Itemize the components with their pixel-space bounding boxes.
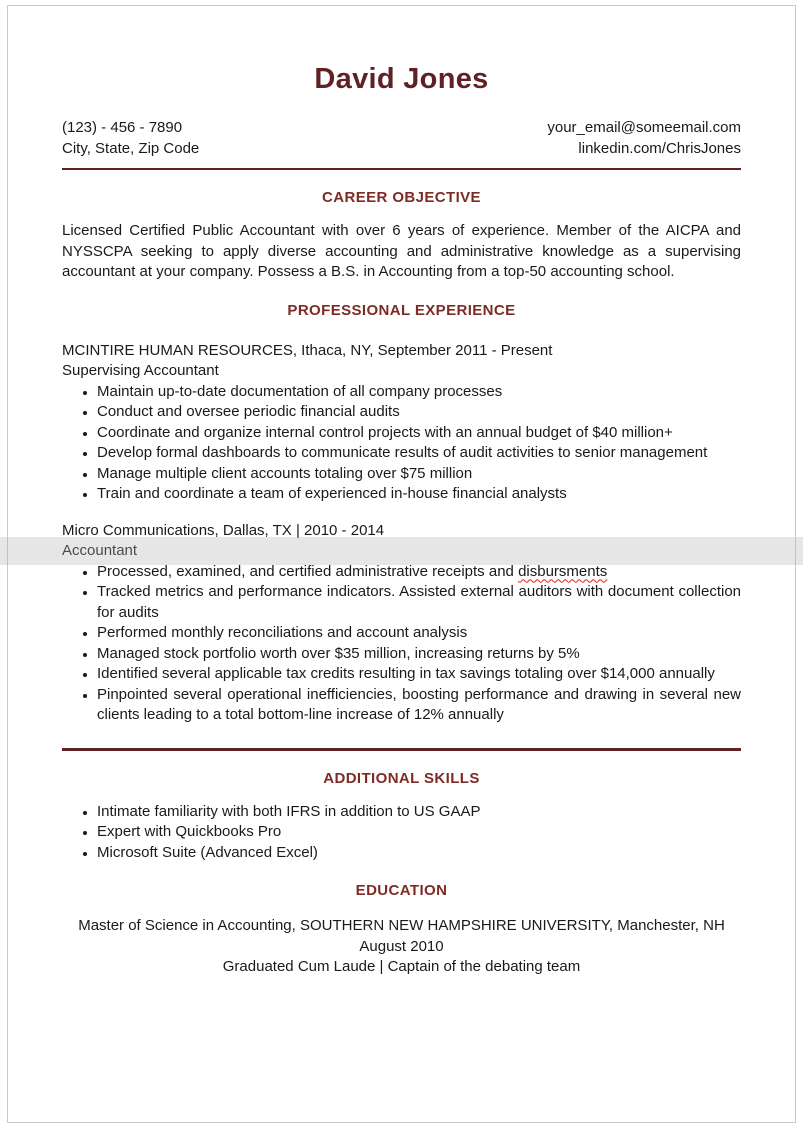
bullet-item: • Pinpointed several operational inefficiencies, boosting performance and drawing in several new clients leading to a total bottom-line increase of 12% annually xyxy=(97,685,741,726)
bullet-item: • Identified several applicable tax credits resulting in tax savings totaling over $14,000 annually xyxy=(97,664,741,685)
header-divider xyxy=(62,168,741,170)
location-text: City, State, Zip Code xyxy=(62,139,200,157)
education-honors-line: Graduated Cum Laude | Captain of the debating team xyxy=(222,958,581,975)
job-entry xyxy=(62,521,741,726)
education-degree-line: Master of Science in Accounting, SOUTHERN NEW HAMPSHIRE UNIVERSITY, Manchester, NH xyxy=(78,917,725,934)
skill-item: • Expert with Quickbooks Pro xyxy=(97,822,741,843)
objective-paragraph: Licensed Certified Public Accountant with over 6 years of experience. Member of the AICPA and NYSSCPA seeking to apply diverse accounting and administrative knowledge as a supervising accountant at your company. Possess a B.S. in Accounting from a top-50 accounting school. xyxy=(62,222,741,280)
job-bullet-list xyxy=(62,562,741,726)
phone-text: (123) - 456 - 7890 xyxy=(62,119,183,136)
section-title-career-objective: CAREER OBJECTIVE xyxy=(322,189,481,206)
section-divider xyxy=(62,748,741,751)
contact-left xyxy=(62,118,199,159)
job-role: Accountant xyxy=(62,542,138,559)
bullet-item: • Develop formal dashboards to communicate results of audit activities to senior management xyxy=(97,443,741,464)
job-bullet-list xyxy=(62,382,741,505)
section-title-professional-experience: PROFESSIONAL EXPERIENCE xyxy=(287,301,516,319)
skill-item: • Intimate familiarity with both IFRS in addition to US GAAP xyxy=(97,802,741,823)
skill-item: • Microsoft Suite (Advanced Excel) xyxy=(97,843,741,864)
job-heading: Micro Communications, Dallas, TX | 2010 - 2014 xyxy=(62,521,385,539)
skills-list xyxy=(62,802,741,864)
bullet-item: • Maintain up-to-date documentation of all company processes xyxy=(97,382,741,403)
bullet-item xyxy=(97,562,741,583)
bullet-item: • Performed monthly reconciliations and account analysis xyxy=(97,623,741,644)
linkedin-text: linkedin.com/ChrisJones xyxy=(578,139,741,157)
education-date-line: August 2010 xyxy=(359,937,444,955)
section-title-additional-skills: ADDITIONAL SKILLS xyxy=(323,769,480,787)
resume-page xyxy=(7,5,796,1123)
bullet-item: • Manage multiple client accounts totaling over $75 million xyxy=(97,464,741,485)
job-heading: MCINTIRE HUMAN RESOURCES, Ithaca, NY, September 2011 - Present xyxy=(62,341,553,359)
job-entry xyxy=(62,341,741,505)
contact-right xyxy=(547,118,741,159)
bullet-item: • Tracked metrics and performance indicators. Assisted external auditors with document collection for audits xyxy=(97,582,741,623)
page-title: David Jones xyxy=(314,63,489,95)
bullet-item: • Coordinate and organize internal control projects with an annual budget of $40 million+ xyxy=(97,423,741,444)
section-title-education: EDUCATION xyxy=(355,882,448,899)
education-block xyxy=(62,916,741,978)
bullet-item: • Train and coordinate a team of experienced in-house financial analysts xyxy=(97,484,741,505)
bullet-item: • Managed stock portfolio worth over $35 million, increasing returns by 5% xyxy=(97,644,741,665)
bullet-item: • Conduct and oversee periodic financial audits xyxy=(97,402,741,423)
email-text: your_email@someemail.com xyxy=(547,119,741,136)
bullet-text: Processed, examined, and certified administrative receipts and xyxy=(97,562,519,580)
job-role: Supervising Accountant xyxy=(62,362,219,379)
contact-row xyxy=(62,118,741,159)
misspelled-word: disbursments xyxy=(518,562,608,580)
